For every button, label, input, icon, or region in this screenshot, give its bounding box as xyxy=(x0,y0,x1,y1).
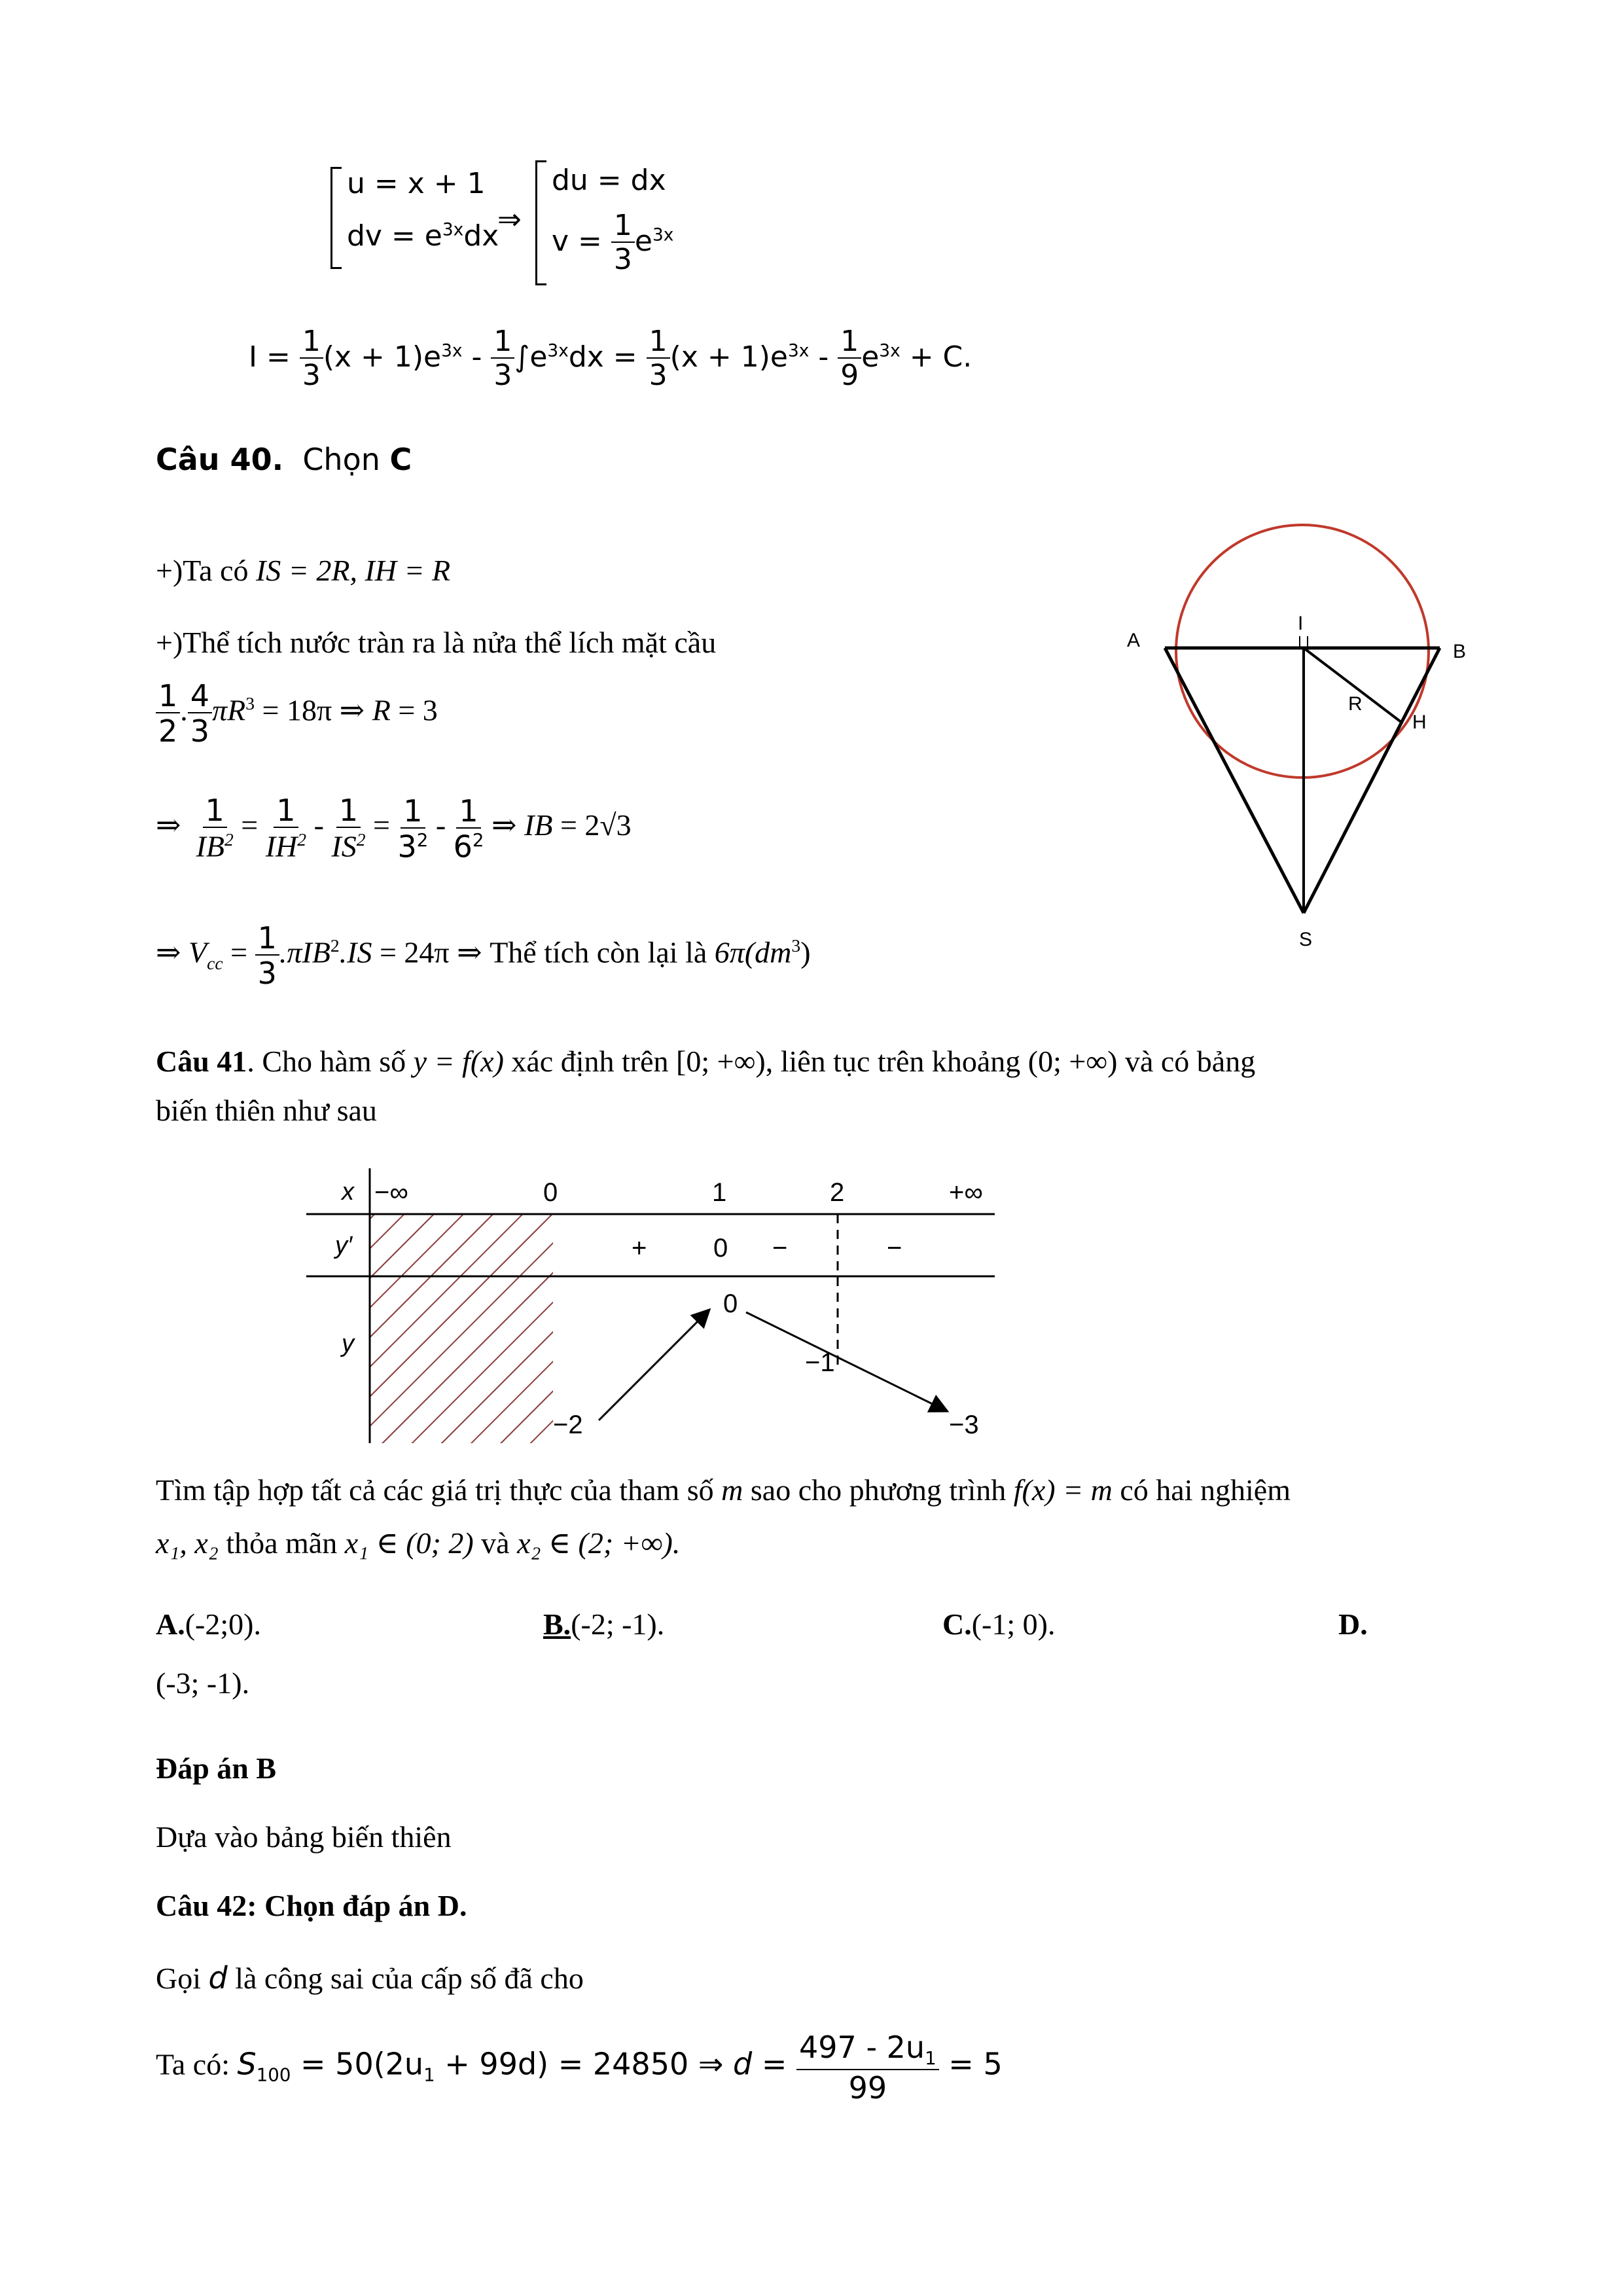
sign-plus: + xyxy=(632,1234,647,1263)
row-label-yp: y′ xyxy=(335,1232,353,1259)
variation-table xyxy=(301,1168,1021,1443)
q40-heading: Câu 40. Chọn C xyxy=(156,442,412,477)
arrow-increasing xyxy=(599,1311,708,1420)
q41-explain: Dựa vào bảng biến thiên xyxy=(156,1820,452,1854)
integration-system-result xyxy=(535,154,732,291)
cone-sphere-figure xyxy=(1099,484,1492,956)
integration-result: I = $\frac{1}{3}$ $(x + 1)e^{3x}$ - $\frac{1}{3}$ $\int e^{3x}dx$ = $\frac{1}{3}$ $(x + 1)e^{3x}$ - $\frac{1}{9}$ $e^{3x} + C$. xyxy=(249,325,972,392)
q40-line1: +)Ta có IS = 2R, IH = R xyxy=(156,554,451,587)
brace-left xyxy=(330,167,342,269)
sign-zero: 0 xyxy=(713,1234,728,1263)
label-I: I xyxy=(1298,613,1304,634)
q40-eq2: ⇒ $\frac{1}{IB^2}$ = $\frac{1}{IH^2}$ - $\frac{1}{IS^2}$ = $\frac{1}{3^2}$ - $\frac{1}{6^2}$ ⇒ IB = 2√3 xyxy=(156,793,632,864)
q41-task-line2: x₁, x₂ thỏa mãn x₁ ∈ (0; 2) và x₂ ∈ (2; +∞). xyxy=(156,1526,681,1560)
q42-line1: Gọi d là công sai của cấp số đã cho xyxy=(156,1960,584,1996)
option-b[interactable]: B.(-2; -1). xyxy=(543,1607,665,1641)
line-AS xyxy=(1165,648,1304,913)
arrow-decreasing xyxy=(746,1312,946,1410)
row-label-x: x xyxy=(342,1178,354,1206)
sys-du: du = dx xyxy=(552,164,666,197)
label-R: R xyxy=(1348,693,1363,715)
option-d-value[interactable]: (-3; -1). xyxy=(156,1666,250,1700)
x-value-pos-inf: +∞ xyxy=(949,1178,983,1207)
sign-minus-1: − xyxy=(772,1234,788,1263)
sys-u: u = x + 1 xyxy=(347,167,486,200)
brace-right-system xyxy=(535,160,546,285)
label-A: A xyxy=(1127,630,1141,651)
label-H: H xyxy=(1412,711,1427,733)
option-d-label[interactable]: D. xyxy=(1338,1607,1368,1641)
q41-answer: Đáp án B xyxy=(156,1751,277,1785)
q41-line2: biến thiên như sau xyxy=(156,1094,377,1127)
option-c[interactable]: C.(-1; 0). xyxy=(942,1607,1056,1641)
y-value-0: 0 xyxy=(723,1289,738,1318)
q40-line2: +)Thể tích nước tràn ra là nửa thể lích mặt cầu xyxy=(156,626,717,659)
sign-minus-2: − xyxy=(887,1234,902,1263)
x-value-neg-inf: −∞ xyxy=(374,1178,408,1207)
y-value-minus2: −2 xyxy=(553,1410,583,1439)
x-value-0: 0 xyxy=(543,1178,558,1207)
implies-symbol: ⇒ xyxy=(497,203,522,236)
sys-v: v = $\frac{1}{3}$ $e^{3x}$ xyxy=(552,209,674,276)
q41-line1: Câu 41. Cho hàm số y = f(x) xác định trên [0; +∞), liên tục trên khoảng (0; +∞) và có bảng xyxy=(156,1045,1256,1078)
label-S: S xyxy=(1299,929,1313,950)
label-B: B xyxy=(1453,641,1467,662)
q42-heading: Câu 42: Chọn đáp án D. xyxy=(156,1889,467,1922)
q42-line2: Ta có: $S_{100} = 50(2u_1 + 99d) = 24850$ ⇒ d = $\frac{497 - 2u_1}{99}$ = 5 xyxy=(156,2030,1003,2106)
option-a[interactable]: A.(-2;0). xyxy=(156,1607,261,1641)
q40-eq1: $\frac{1}{2}$ . $\frac{4}{3}$ $\pi R^3 = 18\pi$ ⇒ R = 3 xyxy=(156,681,438,746)
q41-task-line1: Tìm tập hợp tất cả các giá trị thực của tham số m sao cho phương trình f(x) = m có hai nghiệm xyxy=(156,1473,1291,1507)
x-value-2: 2 xyxy=(830,1178,845,1207)
x-value-1: 1 xyxy=(712,1178,727,1207)
q40-eq3: ⇒ $V_{cc}$ = $\frac{1}{3}$ .πIB$^2$.IS = 24π ⇒ Thể tích còn lại là $6\pi(dm^3)$ xyxy=(156,920,811,991)
sys-dv: dv = $e^{3x}dx$ xyxy=(347,219,499,253)
y-value-minus3: −3 xyxy=(949,1410,979,1439)
line-BS xyxy=(1304,648,1440,913)
y-value-minus1: −1 xyxy=(805,1348,835,1377)
hatched-region xyxy=(370,1214,553,1443)
row-label-y: y xyxy=(342,1330,354,1357)
